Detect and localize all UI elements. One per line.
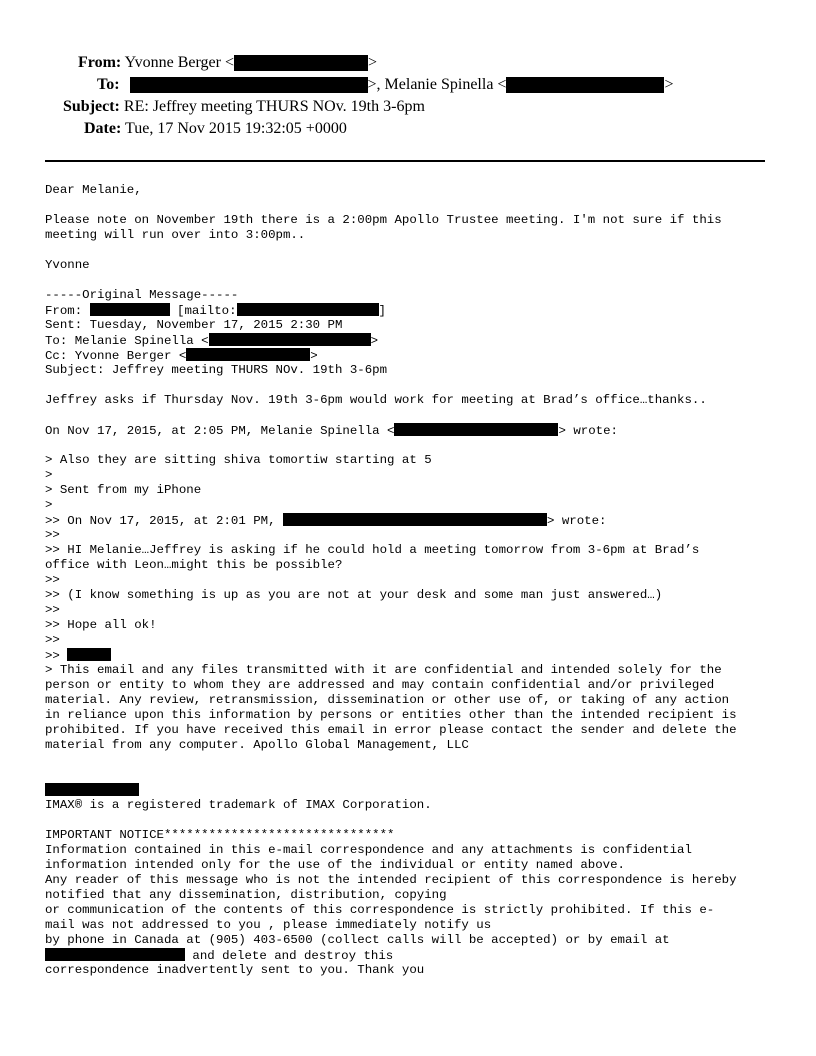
redaction-box [45, 783, 139, 796]
header-date [84, 119, 347, 139]
quoted-attribution [45, 513, 785, 528]
disclaimer-line: prohibited. If you have received this email in error please contact the sender and delete the [45, 723, 737, 737]
notice-line: Information contained in this e-mail correspondence and any attachments is confidential [45, 843, 692, 857]
orig-cc-label: Cc: Yvonne Berger < [45, 349, 187, 363]
orig-from-line [45, 303, 785, 318]
body-line: Please note on November 19th there is a 2:00pm Apollo Trustee meeting. I'm not sure if this [45, 213, 722, 227]
orig-subject-line: Subject: Jeffrey meeting THURS NOv. 19th 3-6pm [45, 363, 388, 377]
imax-trademark: IMAX® is a registered trademark of IMAX Corporation. [45, 798, 432, 812]
subject-label: Subject: [63, 98, 120, 115]
attribution-text: On Nov 17, 2015, at 2:05 PM, Melanie Spinella < [45, 424, 395, 438]
date-label: Date: [84, 120, 122, 137]
body-line: meeting will run over into 3:00pm.. [45, 228, 306, 242]
notice-title: IMPORTANT NOTICE******************************* [45, 828, 395, 842]
quote-prefix: >> [45, 649, 68, 663]
quoted-signature-line [45, 648, 785, 663]
quoted-line: > Also they are sitting shiva tomortiw starting at 5 [45, 453, 432, 467]
redaction-box [234, 55, 368, 71]
from-close: > [367, 54, 378, 71]
redaction-box [237, 303, 379, 316]
email-body [45, 183, 785, 978]
attribution-text: >> On Nov 17, 2015, at 2:01 PM, [45, 514, 283, 528]
quoted-line: > [45, 468, 53, 482]
quoted-line: >> [45, 573, 60, 587]
notice-line: notified that any dissemination, distribution, copying [45, 888, 447, 902]
quoted-line: >> Hope all ok! [45, 618, 157, 632]
disclaimer-line: in reliance upon this information by persons or entities other than the intended recipient is [45, 708, 737, 722]
redaction-box [506, 77, 664, 93]
notice-email-line [45, 948, 785, 963]
notice-line: correspondence inadvertently sent to you. Thank you [45, 963, 425, 977]
orig-to-label: To: Melanie Spinella < [45, 334, 209, 348]
quoted-line: >> HI Melanie…Jeffrey is asking if he could hold a meeting tomorrow from 3-6pm at Brad’s [45, 543, 700, 557]
greeting: Dear Melanie, [45, 183, 142, 197]
redaction-box [186, 348, 310, 361]
quoted-line: > [45, 498, 53, 512]
disclaimer-line: material from any computer. Apollo Global Management, LLC [45, 738, 469, 752]
quoted-line: > Sent from my iPhone [45, 483, 202, 497]
notice-line: Any reader of this message who is not the intended recipient of this correspondence is hereby [45, 873, 737, 887]
orig-mailto: [mailto: [169, 304, 237, 318]
quoted-attribution [45, 423, 785, 438]
attribution-wrote: > wrote: [546, 514, 607, 528]
date-value: Tue, 17 Nov 2015 19:32:05 +0000 [125, 120, 347, 137]
notice-line: or communication of the contents of this correspondence is strictly prohibited. If this e- [45, 903, 715, 917]
header-to [97, 75, 673, 95]
from-label: From: [78, 54, 122, 71]
notice-line-text: and delete and destroy this [185, 949, 394, 963]
redaction-box [130, 77, 368, 93]
from-name: Yvonne Berger < [124, 54, 234, 71]
redacted-signature [45, 783, 785, 798]
orig-cc-line [45, 348, 785, 363]
redaction-box [45, 948, 185, 961]
redaction-box [394, 423, 558, 436]
redaction-box [67, 648, 111, 661]
disclaimer-line: material. Any review, retransmission, dissemination or other use of, or taking of any action [45, 693, 730, 707]
disclaimer-line: > This email and any files transmitted with it are confidential and intended solely for the [45, 663, 722, 677]
orig-to-close: > [370, 334, 379, 348]
disclaimer-line: person or entity to whom they are addressed and may contain confidential and/or privileged [45, 678, 715, 692]
redaction-box [90, 303, 170, 316]
quoted-line: >> [45, 528, 60, 542]
signoff: Yvonne [45, 258, 90, 272]
notice-line: information intended only for the use of the individual or entity named above. [45, 858, 625, 872]
to-label: To: [97, 76, 120, 93]
header-divider [45, 160, 765, 162]
body-line: Jeffrey asks if Thursday Nov. 19th 3-6pm would work for meeting at Brad’s office…thanks.. [45, 393, 707, 407]
quoted-line: >> (I know something is up as you are not at your desk and some man just answered…) [45, 588, 663, 602]
quoted-line: >> [45, 633, 60, 647]
notice-line: by phone in Canada at (905) 403-6500 (collect calls will be accepted) or by email at [45, 933, 670, 947]
notice-line: mail was not addressed to you , please immediately notify us [45, 918, 492, 932]
subject-value: RE: Jeffrey meeting THURS NOv. 19th 3-6pm [123, 98, 425, 115]
redaction-box [209, 333, 371, 346]
orig-cc-close: > [310, 349, 318, 363]
orig-from-close: ] [378, 304, 386, 318]
header-subject [63, 97, 425, 117]
attribution-wrote: > wrote: [558, 424, 618, 438]
redaction-box [283, 513, 547, 526]
orig-sent-line: Sent: Tuesday, November 17, 2015 2:30 PM [45, 318, 343, 332]
header-from [78, 53, 377, 73]
quoted-line: >> [45, 603, 60, 617]
to-close: > [664, 76, 674, 93]
orig-from-label: From: [45, 304, 90, 318]
orig-to-line [45, 333, 785, 348]
original-message-header: -----Original Message----- [45, 288, 239, 302]
to-rest: >, Melanie Spinella < [367, 76, 507, 93]
quoted-line: office with Leon…might this be possible? [45, 558, 343, 572]
